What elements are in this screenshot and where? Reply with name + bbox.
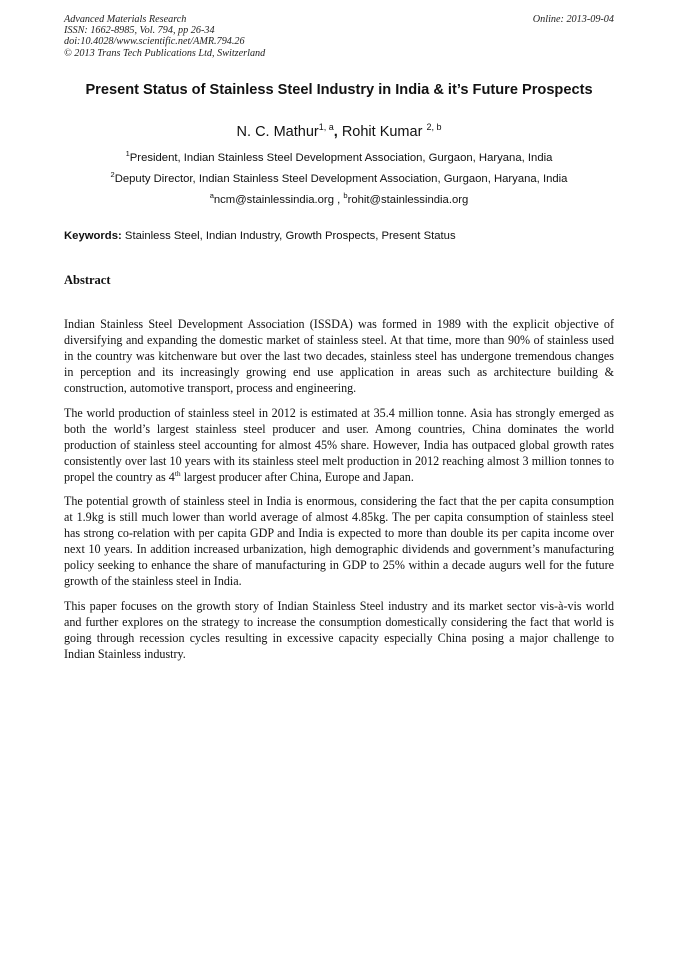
abstract-paragraph: This paper focuses on the growth story of Indian Stainless Steel industry and its market sector vis-à-vis world and further explores on the strategy to increase the consumption domestically considering the fact that world is going through recession cycles resulting in excessive capacity especially China posing a major challenge to Indian Stainless industry. — [64, 598, 614, 661]
affiliation-text: President, Indian Stainless Steel Development Association, Gurgaon, Haryana, India — [129, 152, 553, 164]
author-separator: , — [333, 124, 342, 140]
email-marker: a — [209, 191, 214, 200]
author-name: N. C. Mathur — [236, 124, 319, 140]
author-name: Rohit Kumar — [341, 124, 427, 140]
abstract-paragraph: Indian Stainless Steel Development Association (ISSDA) was formed in 1989 with the explicit objective of diversifying and expanding the domestic market of stainless steel. At that time, more than 90% of stainless used in the country was kitchenware but over the last two decades, stainless steel has undergone tremendous changes in perception and its increasingly growing end use application in areas such as architecture building & construction, automotive transport, process and engineering. — [64, 317, 614, 395]
journal-copyright: © 2013 Trans Tech Publications Ltd, Switzerland — [64, 47, 266, 59]
author-superscript: 2, b — [426, 122, 442, 132]
paper-title: Present Status of Stainless Steel Industry in India & it’s Future Prospects — [85, 82, 593, 98]
abstract-paragraph — [64, 405, 614, 485]
paragraph-text: largest producer after China, Europe and Japan. — [180, 469, 414, 484]
keywords-label: Keywords: — [64, 230, 122, 242]
affiliation — [40, 151, 638, 165]
email-address: rohit@stainlessindia.org — [347, 194, 469, 206]
keywords — [64, 229, 614, 243]
ordinal-superscript: th — [174, 468, 181, 478]
paragraph-text: The world production of stainless steel in 2012 is estimated at 35.4 million tonne. Asia has strongly emerged as both the world’s largest stainless steel producer and user. Among countries, China dominates the world production of stainless steel accounting for almost 45% share. However, India has outpaced global growth rates consistently over last 10 years with its stainless steel melt production in 2012 reaching almost 3 million tonnes to propel the country as 4 — [64, 405, 614, 484]
online-date: Online: 2013-09-04 — [532, 14, 614, 25]
affiliation-marker: 2 — [110, 170, 115, 179]
journal-name: Advanced Materials Research — [64, 14, 187, 25]
author-superscript: 1, a — [318, 122, 334, 132]
author-line — [64, 122, 614, 142]
abstract-heading: Abstract — [64, 273, 111, 287]
abstract-paragraph: The potential growth of stainless steel in India is enormous, considering the fact that the per capita consumption at 1.9kg is still much lower than world average of almost 4.85kg. The per capita consumption of stainless steel has strong co-relation with per capita GDP and India is expected to more than double its per capita income over next 10 years. In addition increased urbanization, high demographic dividends and government’s manufacturing policy seeking to enhance the share of manufacturing in GDP to 25% within a decade augurs well for the future growth of the stainless steel in India. — [64, 494, 614, 588]
journal-info — [64, 14, 265, 59]
keywords-text: Stainless Steel, Indian Industry, Growth Prospects, Present Status — [121, 230, 456, 242]
email-address: ncm@stainlessindia.org , — [213, 194, 344, 206]
abstract-body — [64, 316, 614, 670]
affiliation — [40, 172, 638, 186]
author-emails — [40, 193, 638, 207]
journal-doi: doi:10.4028/www.scientific.net/AMR.794.26 — [64, 36, 245, 48]
affiliation-marker: 1 — [125, 149, 130, 158]
journal-issn: ISSN: 1662-8985, Vol. 794, pp 26-34 — [64, 25, 215, 37]
email-marker: b — [343, 191, 348, 200]
affiliation-text: Deputy Director, Indian Stainless Steel Development Association, Gurgaon, Haryana, India — [114, 173, 568, 185]
